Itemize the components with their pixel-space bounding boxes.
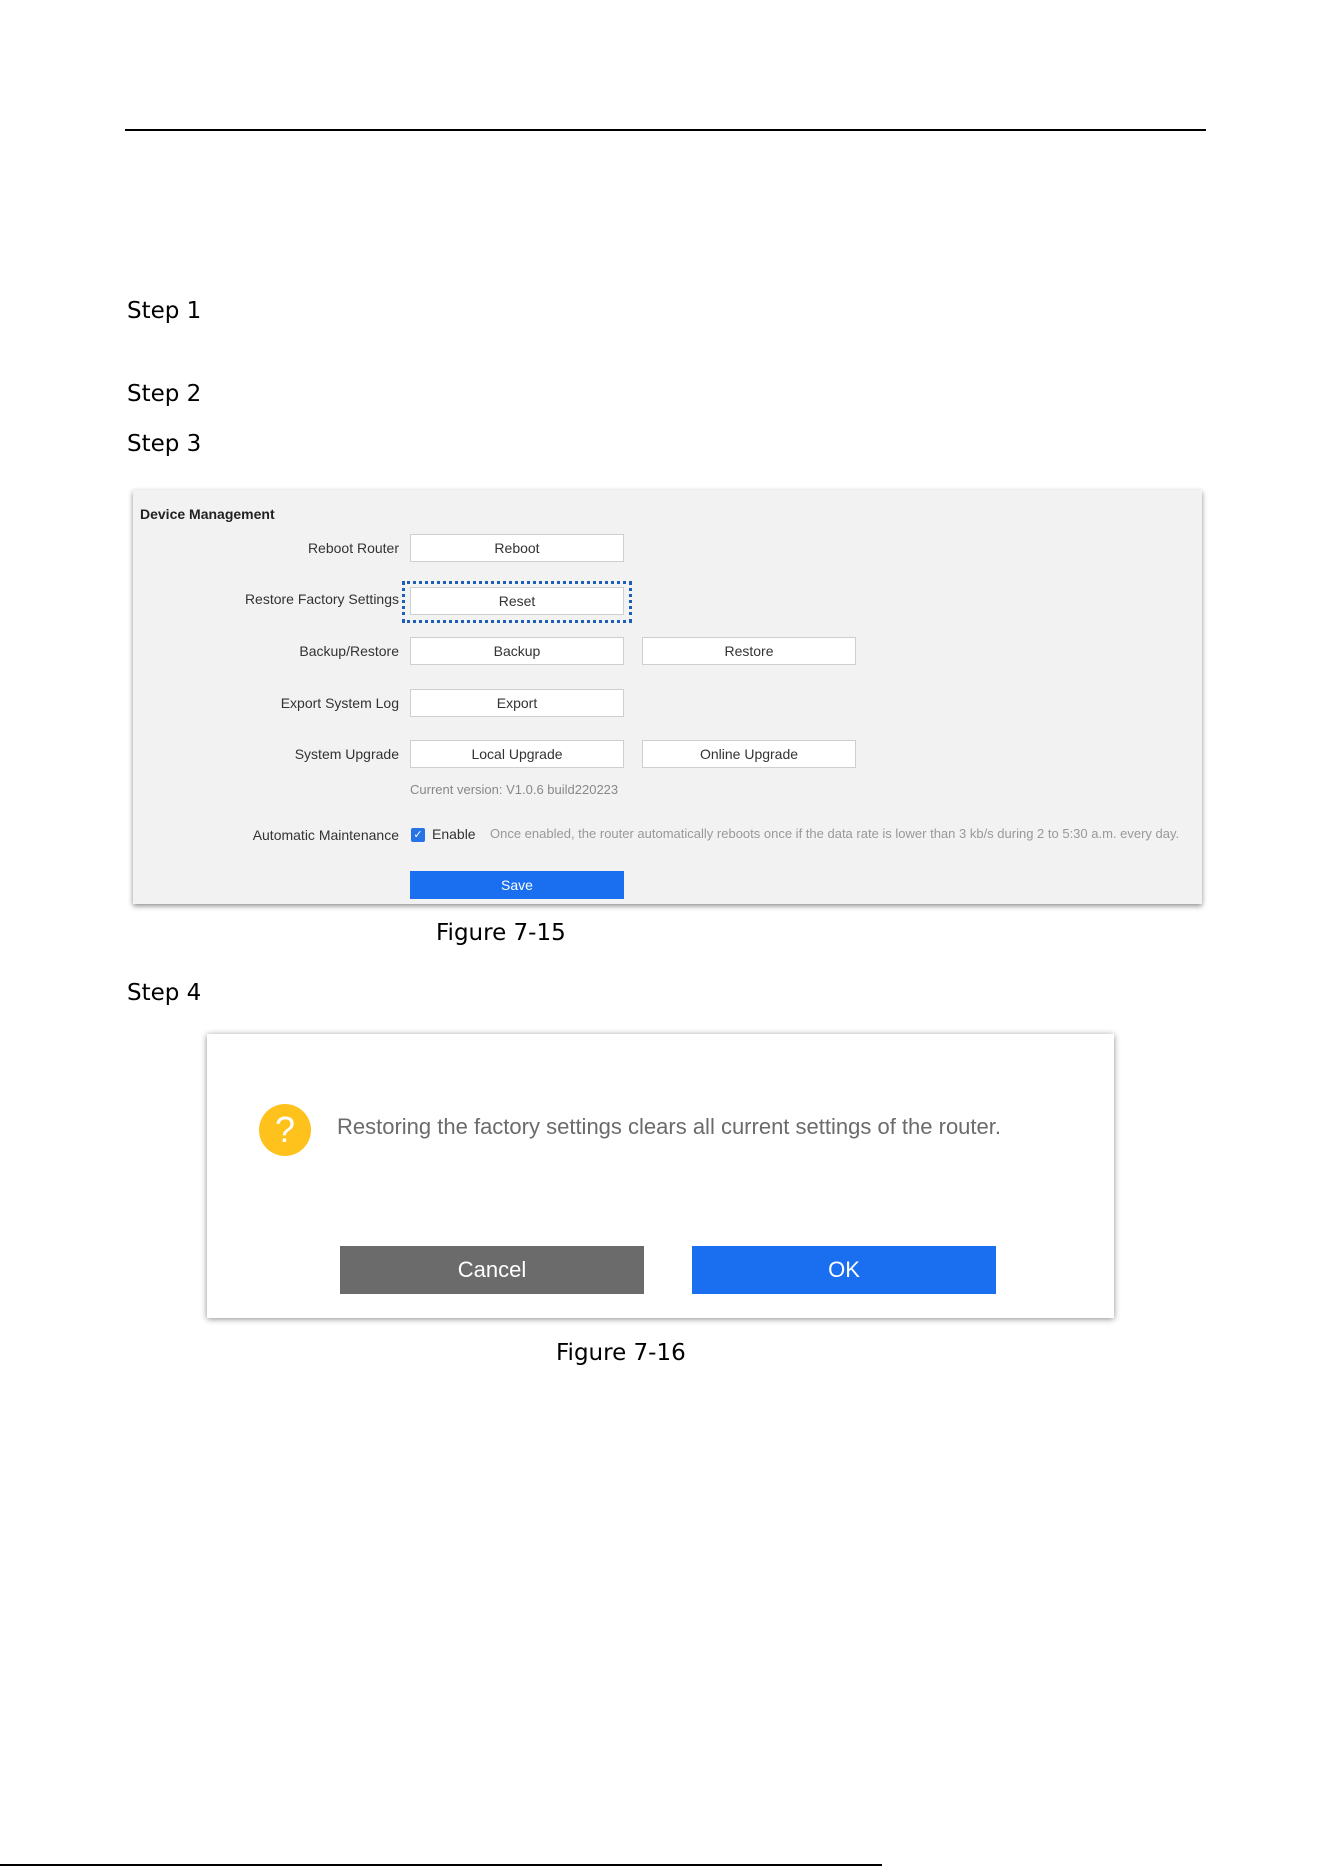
system-upgrade-label: System Upgrade (294, 746, 399, 762)
panel-title: Device Management (140, 506, 275, 522)
figure-7-16-caption: Figure 7-16 (556, 1340, 686, 1366)
dialog-message: Restoring the factory settings clears all current settings of the router. (337, 1114, 1001, 1139)
question-icon: ? (259, 1104, 311, 1156)
reboot-button[interactable]: Reboot (410, 534, 624, 562)
export-log-label: Export System Log (280, 695, 399, 711)
step-2-label: Step 2 (127, 381, 202, 407)
checkmark-icon: ✓ (413, 829, 423, 841)
step-4-label: Step 4 (127, 980, 202, 1006)
export-button[interactable]: Export (410, 689, 624, 717)
device-management-panel (133, 490, 1202, 904)
online-upgrade-button[interactable]: Online Upgrade (642, 740, 856, 768)
current-version-text: Current version: V1.0.6 build220223 (410, 782, 619, 797)
reboot-router-label: Reboot Router (307, 540, 399, 556)
restore-factory-label: Restore Factory Settings (244, 591, 399, 607)
figure-7-15-caption: Figure 7-15 (436, 920, 566, 946)
confirm-dialog (207, 1034, 1114, 1318)
maintenance-hint: Once enabled, the router automatically reboots once if the data rate is lower than 3 kb/s during 2 to 5:30 a.m. every day. (490, 826, 1180, 841)
backup-button[interactable]: Backup (410, 637, 624, 665)
restore-button[interactable]: Restore (642, 637, 856, 665)
cancel-button[interactable]: Cancel (340, 1246, 644, 1294)
step-3-label: Step 3 (127, 431, 202, 457)
reset-button[interactable]: Reset (410, 587, 624, 615)
backup-restore-label: Backup/Restore (299, 643, 399, 659)
enable-checkbox[interactable] (411, 828, 425, 842)
automatic-maintenance-label: Automatic Maintenance (252, 827, 399, 843)
step-1-label: Step 1 (127, 298, 202, 324)
header-rule (125, 129, 1206, 131)
footer-rule (0, 1864, 882, 1866)
local-upgrade-button[interactable]: Local Upgrade (410, 740, 624, 768)
ok-button[interactable]: OK (692, 1246, 996, 1294)
save-button[interactable]: Save (410, 871, 624, 899)
enable-label: Enable (432, 826, 476, 842)
